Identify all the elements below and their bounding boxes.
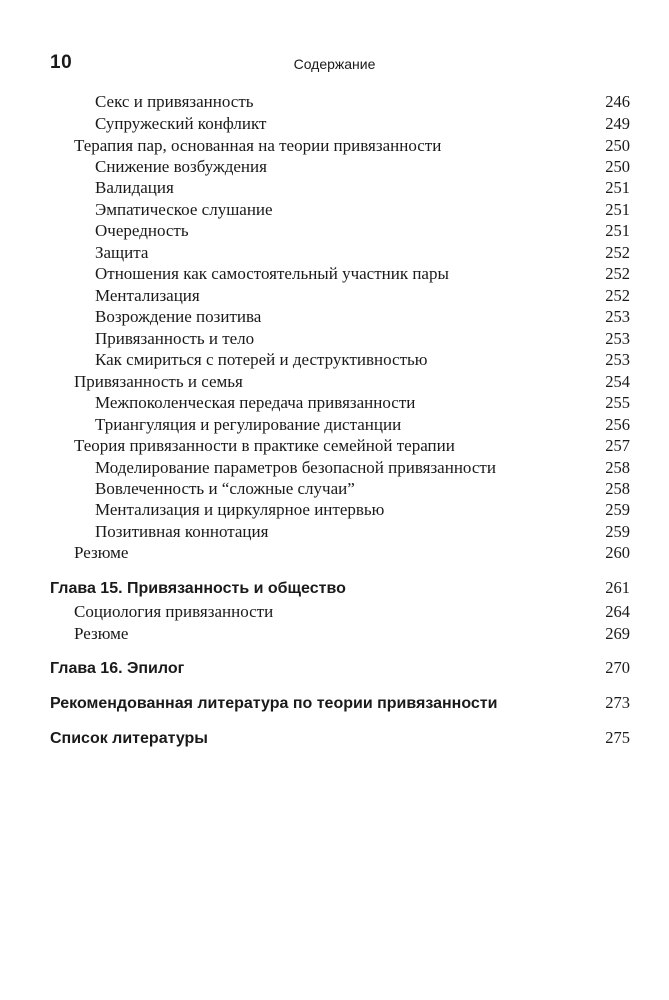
toc-entry — [95, 521, 630, 543]
toc-entry-title: Привязанность и семья — [74, 372, 243, 391]
toc-entry-page: 253 — [605, 307, 630, 326]
toc-entry — [95, 392, 630, 414]
toc-entry — [95, 113, 630, 135]
toc-entry — [95, 328, 630, 350]
toc-entry — [74, 623, 630, 645]
toc-entry-title: Защита — [95, 243, 149, 262]
toc-entry-title: Очередность — [95, 221, 189, 240]
toc-entry-page: 250 — [605, 157, 630, 176]
toc-entry — [74, 371, 630, 393]
toc-entry — [95, 156, 630, 178]
toc-entry-title: Возрождение позитива — [95, 307, 262, 326]
toc-entry-page: 251 — [605, 221, 630, 240]
toc-entry-title: Снижение возбуждения — [95, 157, 267, 176]
toc-entry-page: 259 — [605, 500, 630, 519]
toc-entry-title: Вовлеченность и “сложные случаи” — [95, 479, 355, 498]
toc-entry — [74, 542, 630, 564]
toc-entry-page: 260 — [605, 543, 630, 562]
toc-entry — [95, 177, 630, 199]
toc-entry-title: Глава 16. Эпилог — [50, 660, 185, 677]
toc-chapter-entry — [50, 727, 630, 749]
toc-entry — [95, 242, 630, 264]
toc-entry — [95, 91, 630, 113]
toc-entry-title: Триангуляция и регулирование дистанции — [95, 415, 402, 434]
toc-entry-page: 270 — [605, 658, 630, 677]
toc-entry — [74, 601, 630, 623]
toc-entry — [95, 220, 630, 242]
toc-entry-page: 252 — [605, 243, 630, 262]
toc-entry — [95, 285, 630, 307]
toc-entry-page: 251 — [605, 200, 630, 219]
toc-entry-page: 249 — [605, 114, 630, 133]
toc-entry-title: Терапия пар, основанная на теории привязанности — [74, 136, 442, 155]
toc-entry-title: Резюме — [74, 543, 129, 562]
toc-entry — [95, 414, 630, 436]
toc-entry-title: Эмпатическое слушание — [95, 200, 273, 219]
toc-entry-title: Ментализация и циркулярное интервью — [95, 500, 385, 519]
toc-entry-page: 255 — [605, 393, 630, 412]
toc-entry-title: Межпоколенческая передача привязанности — [95, 393, 416, 412]
toc-entry-page: 261 — [605, 578, 630, 597]
toc-entry-page: 251 — [605, 178, 630, 197]
toc-entry-page: 275 — [605, 728, 630, 747]
toc-entry-title: Валидация — [95, 178, 174, 197]
toc-chapter-entry — [50, 692, 630, 714]
toc-entry-page: 253 — [605, 350, 630, 369]
toc-entry-page: 273 — [605, 693, 630, 712]
toc-entry — [74, 435, 630, 457]
toc-entry-title: Как смириться с потерей и деструктивностью — [95, 350, 428, 369]
running-title: Содержание — [293, 56, 376, 72]
toc-entry-title: Глава 15. Привязанность и общество — [50, 580, 346, 597]
toc-entry-title: Секс и привязанность — [95, 92, 254, 111]
toc-entry-page: 246 — [605, 92, 630, 111]
toc-entry-title: Социология привязанности — [74, 602, 274, 621]
toc-chapter-entry — [50, 577, 630, 599]
toc-entry-title: Супружеский конфликт — [95, 114, 267, 133]
toc-entry — [95, 199, 630, 221]
toc-entry-title: Список литературы — [50, 730, 208, 747]
toc-entry — [95, 263, 630, 285]
toc-entry-title: Отношения как самостоятельный участник пары — [95, 264, 449, 283]
toc-entry-title: Резюме — [74, 624, 129, 643]
toc-entry — [95, 457, 630, 479]
toc-entry-title: Ментализация — [95, 286, 200, 305]
toc-entry-title: Моделирование параметров безопасной привязанности — [95, 458, 496, 477]
toc-entry-page: 252 — [605, 264, 630, 283]
toc-entry — [95, 306, 630, 328]
toc-entry-page: 250 — [605, 136, 630, 155]
toc-entry-title: Рекомендованная литература по теории привязанности — [50, 695, 498, 712]
toc-entry-page: 269 — [605, 624, 630, 643]
toc-entry-title: Позитивная коннотация — [95, 522, 269, 541]
toc-chapter-entry — [50, 657, 630, 679]
toc-entry-page: 252 — [605, 286, 630, 305]
toc-entry — [95, 499, 630, 521]
toc-entry-page: 254 — [605, 372, 630, 391]
toc-entry-title: Теория привязанности в практике семейной терапии — [74, 436, 455, 455]
toc-entry — [95, 478, 630, 500]
toc-entry — [74, 135, 630, 157]
toc-entry-title: Привязанность и тело — [95, 329, 255, 348]
toc-entry-page: 258 — [605, 479, 630, 498]
toc-entry-page: 253 — [605, 329, 630, 348]
page-number: 10 — [50, 52, 73, 73]
toc-entry — [95, 349, 630, 371]
toc-entry-page: 259 — [605, 522, 630, 541]
toc-entry-page: 258 — [605, 458, 630, 477]
toc-entry-page: 257 — [605, 436, 630, 455]
toc-entry-page: 264 — [605, 602, 630, 621]
toc-entry-page: 256 — [605, 415, 630, 434]
